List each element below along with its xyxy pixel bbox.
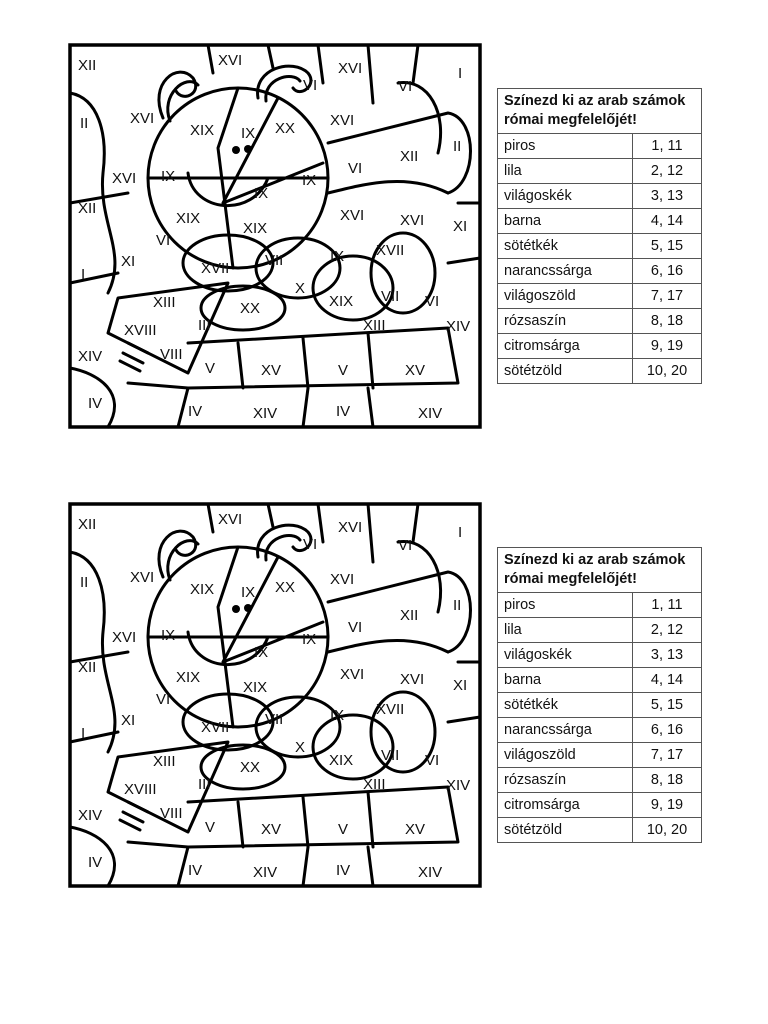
- region-label: XII: [400, 607, 419, 624]
- region-label: XIX: [243, 679, 268, 696]
- key-numbers: 2, 12: [633, 618, 702, 643]
- key-numbers: 9, 19: [633, 334, 702, 359]
- region-label: IX: [161, 168, 176, 185]
- region-label: II: [80, 574, 89, 591]
- region-label: VI: [348, 619, 363, 636]
- key-row: [498, 359, 702, 384]
- region-label: XI: [121, 712, 136, 729]
- key-color-name: sötétzöld: [498, 359, 633, 384]
- key-color-name: világoskék: [498, 643, 633, 668]
- region-label: V: [338, 362, 349, 379]
- region-label: XIII: [153, 753, 176, 770]
- key-numbers: 10, 20: [633, 818, 702, 843]
- region-label: I: [458, 65, 463, 82]
- key-title-row: [498, 89, 702, 134]
- region-label: XII: [400, 148, 419, 165]
- region-label: VI: [425, 752, 440, 769]
- region-label: VII: [265, 252, 284, 269]
- key-row: [498, 743, 702, 768]
- region-label: XIII: [153, 294, 176, 311]
- region-label: XIX: [329, 752, 354, 769]
- region-label: VI: [303, 77, 318, 94]
- region-label: XV: [261, 362, 282, 379]
- region-label: XVI: [112, 629, 137, 646]
- region-label: IX: [254, 644, 269, 661]
- key-title-line: római megfelelőjét!: [504, 112, 637, 128]
- key-row: [498, 309, 702, 334]
- region-label: III: [198, 317, 211, 334]
- region-label: VII: [265, 711, 284, 728]
- key-numbers: 8, 18: [633, 768, 702, 793]
- region-label: XVI: [330, 112, 355, 129]
- key-row: [498, 334, 702, 359]
- key-numbers: 6, 16: [633, 259, 702, 284]
- region-label: IX: [161, 627, 176, 644]
- key-color-name: lila: [498, 618, 633, 643]
- region-label: IX: [254, 185, 269, 202]
- key-row: [498, 593, 702, 618]
- region-label: XX: [275, 120, 296, 137]
- key-numbers: 4, 14: [633, 209, 702, 234]
- region-label: IV: [336, 403, 351, 420]
- key-numbers: 5, 15: [633, 234, 702, 259]
- key-row: [498, 643, 702, 668]
- region-label: XIV: [446, 777, 471, 794]
- region-label: XX: [240, 759, 261, 776]
- key-title-line: Színezd ki az arab számok: [504, 93, 686, 109]
- region-label: XV: [405, 821, 426, 838]
- region-label: XIX: [190, 581, 215, 598]
- key-numbers: 8, 18: [633, 309, 702, 334]
- key-row: [498, 793, 702, 818]
- region-label: XVI: [338, 60, 363, 77]
- region-label: IV: [188, 403, 203, 420]
- region-label: XIV: [253, 405, 278, 422]
- region-label: XV: [405, 362, 426, 379]
- region-label: XVI: [112, 170, 137, 187]
- region-label: XIV: [446, 318, 471, 335]
- key-color-name: piros: [498, 134, 633, 159]
- region-label: XIV: [78, 807, 103, 824]
- key-color-name: sötétkék: [498, 693, 633, 718]
- region-label: XVII: [376, 701, 405, 718]
- region-label: IV: [336, 862, 351, 879]
- region-label: XIV: [253, 864, 278, 881]
- region-label: XVIII: [124, 322, 157, 339]
- key-color-name: citromsárga: [498, 793, 633, 818]
- key-row: [498, 184, 702, 209]
- key-numbers: 4, 14: [633, 668, 702, 693]
- region-label: XX: [240, 300, 261, 317]
- region-label: XVII: [201, 719, 230, 736]
- region-label: VI: [398, 78, 413, 95]
- key-row: [498, 718, 702, 743]
- key-row: [498, 818, 702, 843]
- key-title-row: [498, 548, 702, 593]
- key-numbers: 2, 12: [633, 159, 702, 184]
- key-color-name: lila: [498, 159, 633, 184]
- key-color-name: narancssárga: [498, 259, 633, 284]
- key-row: [498, 259, 702, 284]
- region-label: XX: [275, 579, 296, 596]
- region-label: VIII: [160, 805, 183, 822]
- key-row: [498, 159, 702, 184]
- key-numbers: 3, 13: [633, 643, 702, 668]
- region-label: XVI: [338, 519, 363, 536]
- worksheet-lower: [0, 459, 768, 919]
- region-label: XI: [453, 218, 468, 235]
- region-label: XVII: [201, 260, 230, 277]
- region-label: VII: [381, 288, 400, 305]
- key-numbers: 7, 17: [633, 743, 702, 768]
- color-by-number-picture: [68, 43, 482, 429]
- region-label: VII: [381, 747, 400, 764]
- key-color-name: citromsárga: [498, 334, 633, 359]
- region-label: VI: [398, 537, 413, 554]
- region-label: II: [80, 115, 89, 132]
- key-row: [498, 209, 702, 234]
- region-label: VI: [156, 232, 171, 249]
- region-label: IX: [302, 631, 317, 648]
- worksheet-upper: [0, 0, 768, 460]
- region-label: VI: [425, 293, 440, 310]
- region-label: VI: [348, 160, 363, 177]
- key-numbers: 3, 13: [633, 184, 702, 209]
- region-label: X: [295, 280, 306, 297]
- key-color-name: világoszöld: [498, 743, 633, 768]
- region-label: XII: [78, 659, 97, 676]
- region-label: XIV: [418, 405, 443, 422]
- region-label: XIV: [418, 864, 443, 881]
- key-row: [498, 134, 702, 159]
- region-label: VI: [303, 536, 318, 553]
- snail-line-drawing: [68, 43, 482, 429]
- region-label: XVI: [330, 571, 355, 588]
- region-label: XIV: [78, 348, 103, 365]
- region-label: XII: [78, 516, 97, 533]
- key-title: [498, 548, 702, 593]
- key-title-line: Színezd ki az arab számok: [504, 552, 686, 568]
- key-color-name: világoszöld: [498, 284, 633, 309]
- color-by-number-picture: [68, 502, 482, 888]
- key-color-name: sötétkék: [498, 234, 633, 259]
- region-label: XIX: [176, 210, 201, 227]
- key-title: [498, 89, 702, 134]
- region-label: XI: [121, 253, 136, 270]
- key-row: [498, 668, 702, 693]
- key-numbers: 1, 11: [633, 593, 702, 618]
- region-label: XVII: [376, 242, 405, 259]
- region-label: XV: [261, 821, 282, 838]
- region-label: IX: [241, 584, 256, 601]
- color-key-table: [497, 88, 702, 384]
- key-color-name: barna: [498, 668, 633, 693]
- snail-line-drawing: [68, 502, 482, 888]
- region-label: VIII: [160, 346, 183, 363]
- key-numbers: 5, 15: [633, 693, 702, 718]
- key-color-name: piros: [498, 593, 633, 618]
- key-color-name: világoskék: [498, 184, 633, 209]
- region-label: XII: [78, 200, 97, 217]
- key-numbers: 1, 11: [633, 134, 702, 159]
- region-label: IX: [330, 707, 345, 724]
- region-label: XIII: [363, 776, 386, 793]
- region-label: XVI: [400, 671, 425, 688]
- region-label: IV: [88, 854, 103, 871]
- key-row: [498, 234, 702, 259]
- region-label: XVI: [218, 52, 243, 69]
- region-label: XVI: [130, 110, 155, 127]
- key-title-line: római megfelelőjét!: [504, 571, 637, 587]
- region-label: XVI: [130, 569, 155, 586]
- key-numbers: 9, 19: [633, 793, 702, 818]
- region-label: I: [458, 524, 463, 541]
- key-row: [498, 768, 702, 793]
- key-color-name: rózsaszín: [498, 309, 633, 334]
- region-label: IV: [188, 862, 203, 879]
- region-label: XVI: [400, 212, 425, 229]
- region-label: XVI: [340, 207, 365, 224]
- region-label: XII: [78, 57, 97, 74]
- key-row: [498, 618, 702, 643]
- key-row: [498, 693, 702, 718]
- region-label: V: [338, 821, 349, 838]
- region-label: IV: [88, 395, 103, 412]
- region-label: VI: [156, 691, 171, 708]
- region-label: II: [453, 597, 462, 614]
- key-numbers: 10, 20: [633, 359, 702, 384]
- region-label: V: [205, 819, 216, 836]
- region-label: X: [295, 739, 306, 756]
- key-color-name: sötétzöld: [498, 818, 633, 843]
- region-label: XIX: [190, 122, 215, 139]
- region-label: XI: [453, 677, 468, 694]
- key-numbers: 7, 17: [633, 284, 702, 309]
- key-color-name: narancssárga: [498, 718, 633, 743]
- region-label: II: [453, 138, 462, 155]
- region-label: IX: [330, 248, 345, 265]
- region-label: III: [198, 776, 211, 793]
- key-color-name: rózsaszín: [498, 768, 633, 793]
- region-label: IX: [302, 172, 317, 189]
- region-label: XIII: [363, 317, 386, 334]
- color-key-table: [497, 547, 702, 843]
- region-label: IX: [241, 125, 256, 142]
- region-label: XIX: [243, 220, 268, 237]
- region-label: XIX: [329, 293, 354, 310]
- region-label: XIX: [176, 669, 201, 686]
- region-label: XVI: [218, 511, 243, 528]
- region-label: V: [205, 360, 216, 377]
- key-numbers: 6, 16: [633, 718, 702, 743]
- key-color-name: barna: [498, 209, 633, 234]
- region-label: XVI: [340, 666, 365, 683]
- region-label: I: [81, 266, 86, 283]
- region-label: I: [81, 725, 86, 742]
- key-row: [498, 284, 702, 309]
- region-label: XVIII: [124, 781, 157, 798]
